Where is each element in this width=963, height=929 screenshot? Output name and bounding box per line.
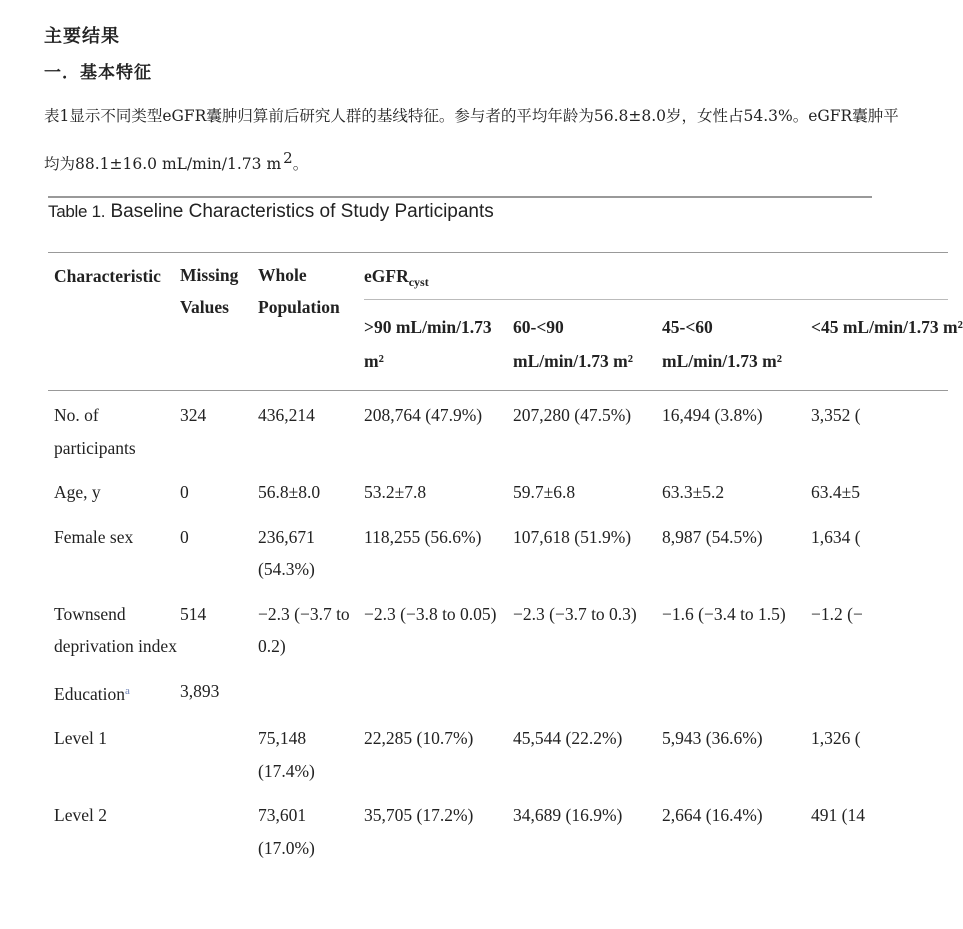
cell-group-1: 208,764 (47.9%) <box>364 391 513 477</box>
baseline-table <box>48 252 963 876</box>
results-paragraph <box>44 92 904 188</box>
paragraph-superscript: 2 <box>283 149 293 167</box>
cell-whole: −2.3 (−3.7 to 0.2) <box>258 603 350 656</box>
cell-missing: 514 <box>180 603 207 624</box>
cell-group-3: 2,664 (16.4%) <box>662 805 763 825</box>
table-caption-text: Baseline Characteristics of Study Participants <box>110 201 494 222</box>
cell-group-3: 5,943 (36.6%) <box>662 728 763 748</box>
header-group-3: 45-<60 mL/min/1.73 m² <box>662 300 811 391</box>
cell-group-4 <box>811 675 948 723</box>
cell-group-1: 118,255 (56.6%) <box>364 526 482 547</box>
cell-whole: 75,148 (17.4%) <box>258 728 315 781</box>
row-label: No. of participants <box>48 391 180 477</box>
cell-missing: 0 <box>180 526 189 547</box>
table-top-rule <box>48 196 872 198</box>
cell-whole: 436,214 <box>258 391 364 477</box>
row-label <box>48 675 180 723</box>
cell-group-4: −1.2 (− <box>811 603 863 624</box>
row-label: Age, y <box>54 482 101 502</box>
table-row <box>48 391 948 477</box>
cell-group-1 <box>364 675 513 723</box>
row-label-text: Education <box>54 683 125 704</box>
cell-group-2: −2.3 (−3.7 to 0.3) <box>513 603 637 624</box>
table-row <box>48 521 948 598</box>
cell-group-2: 59.7±6.8 <box>513 482 576 502</box>
cell-group-2: 45,544 (22.2%) <box>513 728 623 748</box>
paragraph-text: 表1显示不同类型eGFR囊肿归算前后研究人群的基线特征。参与者的平均年龄为56.8±8.0岁，女性占54.3%。eGFR囊肿平均为88.1±16.0 mL/min/1.73 m <box>44 107 899 173</box>
cell-whole: 56.8±8.0 <box>258 482 321 502</box>
row-label: Level 1 <box>54 728 107 748</box>
table-row <box>48 675 948 723</box>
row-label: Female sex <box>54 526 134 547</box>
cell-missing <box>180 799 258 876</box>
cell-missing <box>180 722 258 799</box>
cell-group-2 <box>513 675 662 723</box>
table-row <box>48 799 948 876</box>
table-caption-number: Table 1. <box>48 202 106 221</box>
cell-group-3: 16,494 (3.8%) <box>662 391 811 477</box>
footnote-marker[interactable]: a <box>124 684 130 697</box>
cell-group-2: 34,689 (16.9%) <box>513 805 623 825</box>
section-heading: 主要结果 <box>44 26 120 47</box>
table-row <box>48 722 948 799</box>
cell-whole <box>258 675 364 723</box>
header-group-2: 60-<90 mL/min/1.73 m² <box>513 300 662 391</box>
cell-group-3: −1.6 (−3.4 to 1.5) <box>662 603 786 624</box>
table-row <box>48 598 948 675</box>
table-row <box>48 476 948 521</box>
cell-group-1: −2.3 (−3.8 to 0.05) <box>364 603 497 624</box>
cell-missing: 324 <box>180 391 258 477</box>
row-label: Level 2 <box>54 805 107 825</box>
header-egfr-label: eGFR <box>364 266 409 286</box>
cell-group-2: 207,280 (47.5%) <box>513 391 662 477</box>
cell-group-4: 491 (14 <box>811 805 865 825</box>
cell-group-1: 35,705 (17.2%) <box>364 805 474 825</box>
cell-group-3 <box>662 675 811 723</box>
header-missing-values: Missing Values <box>180 253 258 391</box>
cell-group-4: 3,352 ( <box>811 391 948 477</box>
header-egfr-subscript: cyst <box>408 275 429 289</box>
row-label: Townsend deprivation index <box>54 603 177 656</box>
table-caption <box>48 201 494 223</box>
cell-whole: 73,601 (17.0%) <box>258 805 315 858</box>
cell-group-3: 63.3±5.2 <box>662 482 725 502</box>
header-group-4: <45 mL/min/1.73 m² <box>811 300 948 391</box>
cell-group-2: 107,618 (51.9%) <box>513 526 632 547</box>
subsection-heading: 一．基本特征 <box>44 63 152 83</box>
cell-group-1: 53.2±7.8 <box>364 482 427 502</box>
cell-group-1: 22,285 (10.7%) <box>364 728 474 748</box>
cell-missing: 0 <box>180 482 189 502</box>
cell-group-4: 1,326 ( <box>811 728 861 748</box>
header-characteristic: Characteristic <box>48 253 180 391</box>
cell-missing: 3,893 <box>180 680 220 701</box>
cell-group-3: 8,987 (54.5%) <box>662 526 763 547</box>
paragraph-end: 。 <box>292 155 309 173</box>
header-group-1: >90 mL/min/1.73 m² <box>364 300 513 391</box>
baseline-table-figure <box>48 196 963 929</box>
header-egfr-cyst <box>364 253 948 300</box>
header-whole-population: Whole Population <box>258 253 364 391</box>
cell-group-4: 1,634 ( <box>811 526 861 547</box>
cell-whole: 236,671 (54.3%) <box>258 526 315 579</box>
cell-group-4: 63.4±5 <box>811 482 860 502</box>
